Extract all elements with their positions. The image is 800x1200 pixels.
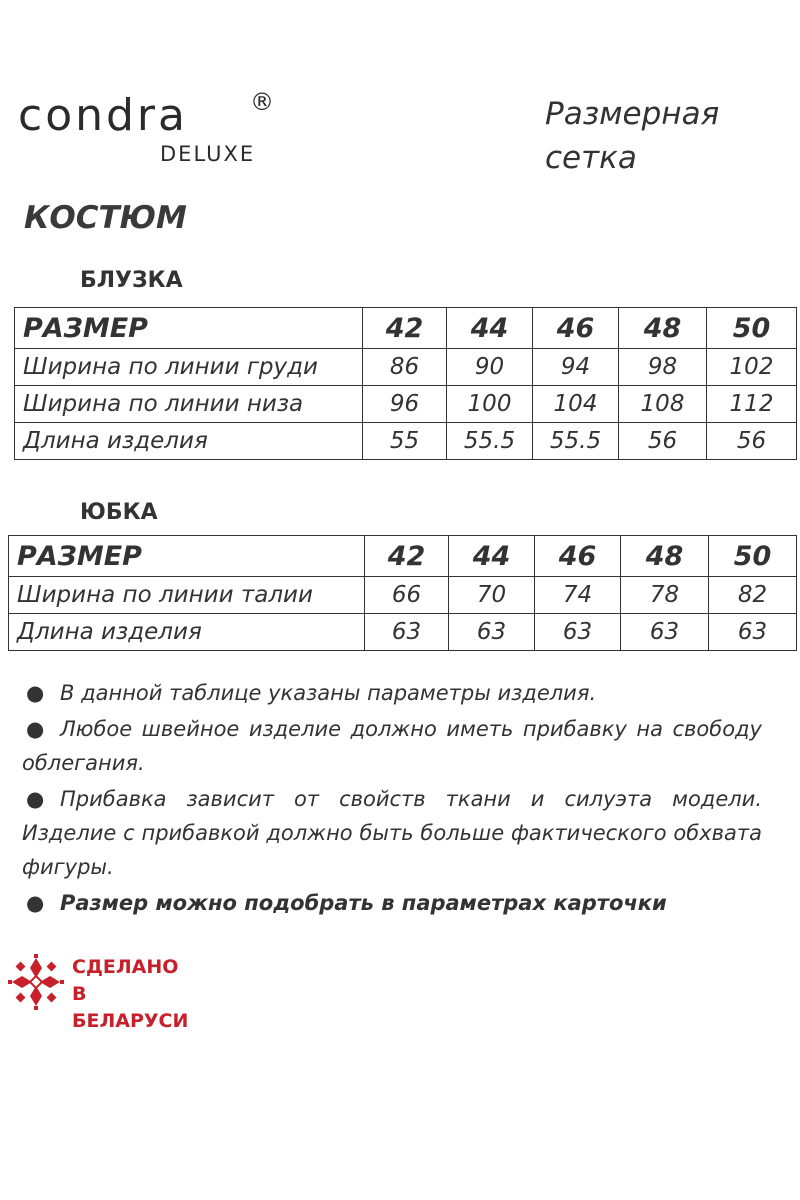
- header-cell: 46: [533, 308, 619, 349]
- belarus-ornament-icon: [8, 954, 64, 1010]
- blouse-size-table: [14, 307, 797, 460]
- notes-list: [22, 676, 762, 922]
- note-item: [22, 676, 762, 710]
- made-in-line-1: СДЕЛАНО: [72, 956, 179, 978]
- blouse-section-title: БЛУЗКА: [80, 268, 183, 293]
- header-cell: 44: [449, 536, 535, 577]
- brand-name: condra: [18, 90, 188, 141]
- table-cell: 63: [621, 614, 709, 651]
- note-text: Прибавка зависит от свойств ткани и силуэта модели. Изделие с прибавкой должно быть больше фактического обхвата фигуры.: [22, 787, 762, 879]
- header-cell: 50: [709, 536, 797, 577]
- row-label: Ширина по линии низа: [15, 386, 363, 423]
- brand-line: DELUXE: [160, 142, 256, 166]
- table-cell: 63: [449, 614, 535, 651]
- note-text: Размер можно подобрать в параметрах карточки: [60, 891, 667, 915]
- table-cell: 102: [707, 349, 797, 386]
- table-cell: 90: [447, 349, 533, 386]
- table-cell: 104: [533, 386, 619, 423]
- made-in-badge: [8, 950, 208, 1032]
- skirt-size-table: [8, 535, 797, 651]
- made-in-text: [72, 954, 208, 1035]
- brand-logo: [18, 88, 274, 166]
- note-item: [22, 712, 762, 780]
- row-label: Длина изделия: [9, 614, 365, 651]
- product-title: КОСТЮМ: [24, 200, 187, 236]
- table-cell: 78: [621, 577, 709, 614]
- table-cell: 56: [619, 423, 707, 460]
- table-cell: 94: [533, 349, 619, 386]
- header-cell: 42: [365, 536, 449, 577]
- table-cell: 82: [709, 577, 797, 614]
- table-cell: 96: [363, 386, 447, 423]
- table-cell: 56: [707, 423, 797, 460]
- table-row: [15, 423, 797, 460]
- note-text: В данной таблице указаны параметры изделия.: [60, 681, 597, 705]
- table-cell: 63: [365, 614, 449, 651]
- document-title-line-1: Размерная: [545, 96, 720, 132]
- header-cell: 48: [619, 308, 707, 349]
- table-cell: 86: [363, 349, 447, 386]
- table-cell: 63: [535, 614, 621, 651]
- row-label: Ширина по линии талии: [9, 577, 365, 614]
- bullet-icon: ●: [26, 681, 45, 705]
- table-row: [9, 614, 797, 651]
- header-cell: РАЗМЕР: [9, 536, 365, 577]
- registered-mark: ®: [250, 88, 274, 116]
- note-item: [22, 782, 762, 884]
- table-cell: 55.5: [447, 423, 533, 460]
- table-cell: 100: [447, 386, 533, 423]
- table-cell: 74: [535, 577, 621, 614]
- header-cell: 42: [363, 308, 447, 349]
- table-row: [9, 577, 797, 614]
- row-label: Длина изделия: [15, 423, 363, 460]
- table-cell: 98: [619, 349, 707, 386]
- table-cell: 55.5: [533, 423, 619, 460]
- table-cell: 112: [707, 386, 797, 423]
- document-title: [545, 92, 765, 180]
- document-title-line-2: сетка: [545, 140, 637, 176]
- note-item: [22, 886, 762, 920]
- table-cell: 70: [449, 577, 535, 614]
- row-label: Ширина по линии груди: [15, 349, 363, 386]
- skirt-section-title: ЮБКА: [80, 500, 158, 525]
- table-cell: 55: [363, 423, 447, 460]
- table-row: [15, 349, 797, 386]
- bullet-icon: ●: [26, 787, 45, 811]
- table-cell: 66: [365, 577, 449, 614]
- bullet-icon: ●: [26, 891, 45, 915]
- table-cell: 63: [709, 614, 797, 651]
- header-cell: 46: [535, 536, 621, 577]
- header-cell: 48: [621, 536, 709, 577]
- header-cell: РАЗМЕР: [15, 308, 363, 349]
- bullet-icon: ●: [26, 717, 45, 741]
- table-header-row: [15, 308, 797, 349]
- header-cell: 50: [707, 308, 797, 349]
- table-row: [15, 386, 797, 423]
- note-text: Любое швейное изделие должно иметь прибавку на свободу облегания.: [22, 717, 762, 775]
- header-cell: 44: [447, 308, 533, 349]
- made-in-line-2: В БЕЛАРУСИ: [72, 983, 189, 1032]
- table-header-row: [9, 536, 797, 577]
- table-cell: 108: [619, 386, 707, 423]
